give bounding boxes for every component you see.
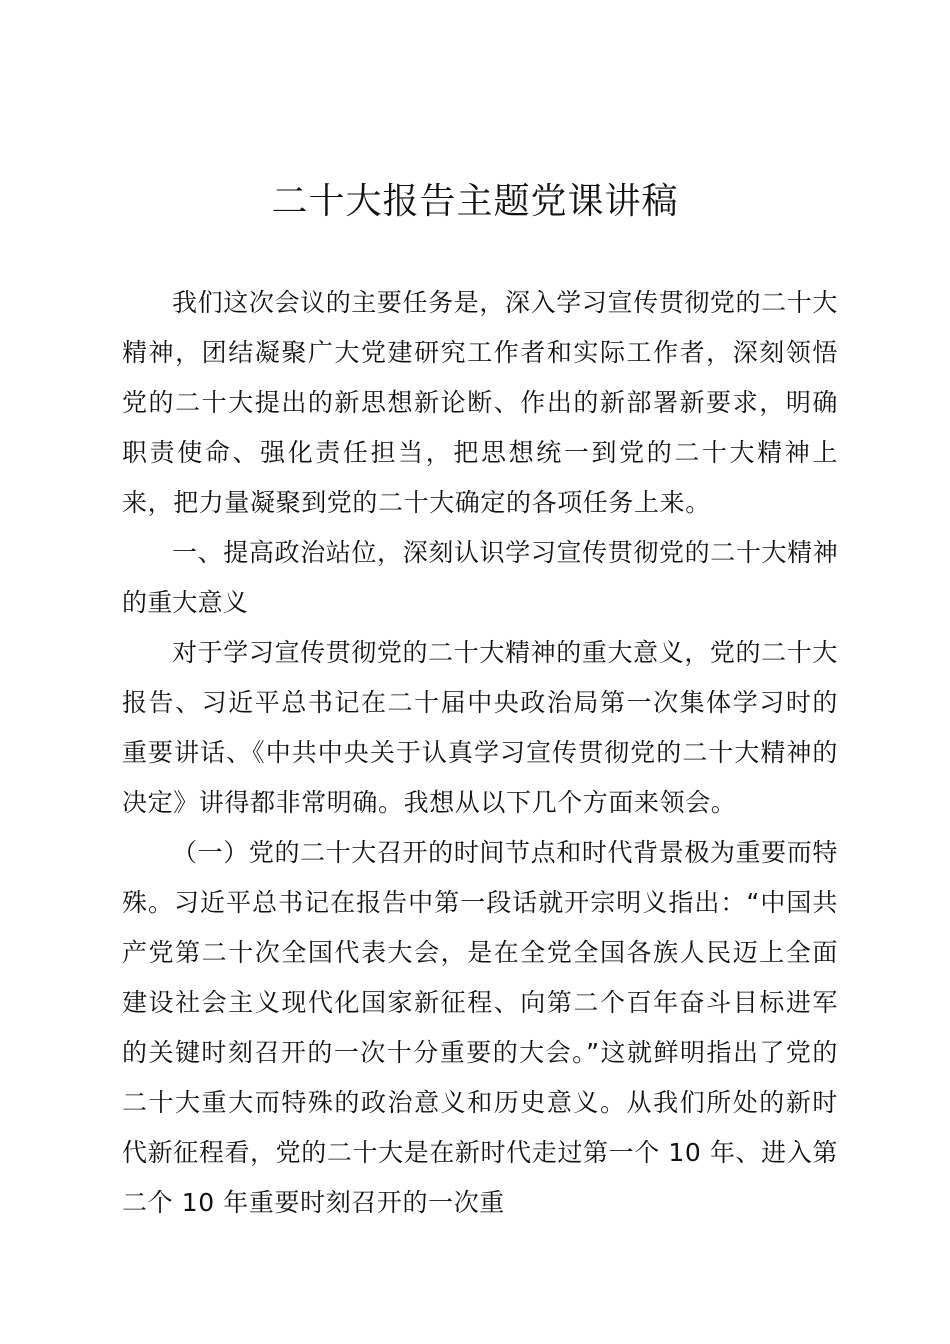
paragraph-intro: 我们这次会议的主要任务是，深入学习宣传贯彻党的二十大精神，团结凝聚广大党建研究工作者和实际工作者，深刻领悟党的二十大提出的新思想新论断、作出的新部署新要求，明确职责使命、强化责任担当，把思想统一到党的二十大精神上来，把力量凝聚到党的二十大确定的各项任务上来。: [122, 288, 838, 517]
section-heading: 一、提高政治站位，深刻认识学习宣传贯彻党的二十大精神的重大意义: [122, 538, 838, 617]
document-body: [122, 278, 838, 1228]
document-title: 二十大报告主题党课讲稿: [271, 181, 679, 222]
paragraph-point-one: （一）党的二十大召开的时间节点和时代背景极为重要而特殊。习近平总书记在报告中第一段话就开宗明义指出：“中国共产党第二十次全国代表大会，是在全党全国各族人民迈上全面建设社会主义现代化国家新征程、向第二个百年奋斗目标进军的关键时刻召开的一次十分重要的大会。”这就鲜明指出了党的二十大重大而特殊的政治意义和历史意义。从我们所处的新时代新征程看，党的二十大是在新时代走过第一个 10 年、进入第二个 10 年重要时刻召开的一次重: [122, 838, 838, 1217]
paragraph-significance: 对于学习宣传贯彻党的二十大精神的重大意义，党的二十大报告、习近平总书记在二十届中央政治局第一次集体学习时的重要讲话、《中共中央关于认真学习宣传贯彻党的二十大精神的决定》讲得都非常明确。我想从以下几个方面来领会。: [122, 638, 838, 817]
